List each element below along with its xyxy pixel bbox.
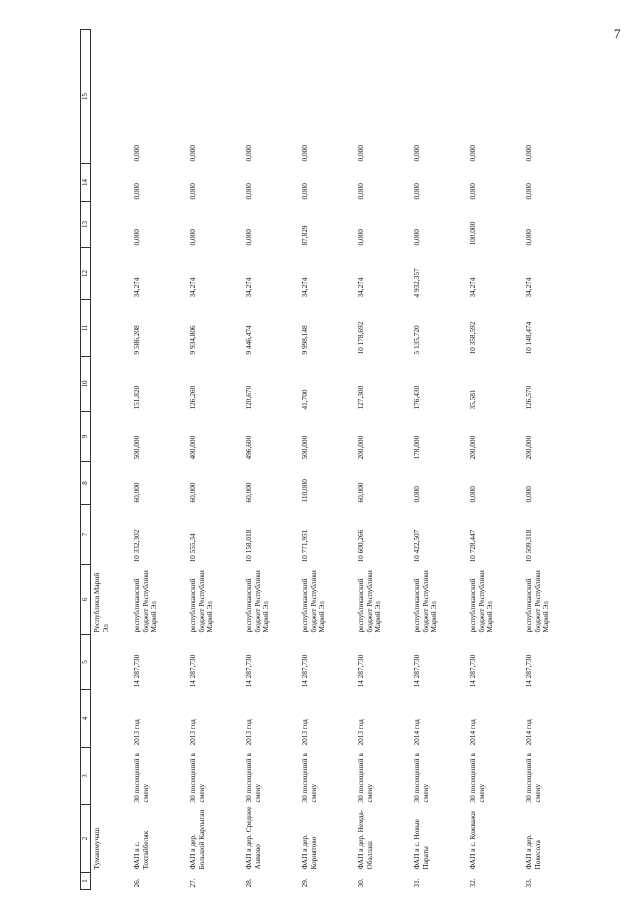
- cell-col14: 0,000: [188, 183, 197, 200]
- cell-capacity: 30 посещений в смену: [244, 753, 262, 803]
- cell-empty: [91, 505, 132, 565]
- cell-col14: 0,000: [412, 183, 421, 200]
- cell-col7: 10 158,018: [244, 529, 253, 563]
- cell-capacity: 30 посещений в смену: [412, 753, 430, 803]
- cell-object: ФАП в с. Тохтайбеляк: [132, 830, 150, 870]
- cell-col7: 10 422,507: [412, 529, 421, 563]
- cell-col11: 9 446,474: [244, 325, 253, 355]
- cell-col13: 100,000: [468, 221, 477, 246]
- cell-col9: 200,000: [356, 435, 365, 460]
- cell-cost: 14 287,730: [356, 654, 365, 688]
- cell-col11: 9 998,148: [300, 325, 309, 355]
- cell-year: 2013 год: [188, 719, 197, 746]
- cell-col15: 0,000: [188, 145, 197, 162]
- cell-col9: 400,000: [188, 435, 197, 460]
- table-row: [355, 30, 411, 890]
- cell-empty: [91, 248, 132, 300]
- cell-capacity: 30 посещений в смену: [132, 753, 150, 803]
- cell-col12: 34,274: [244, 277, 253, 298]
- cell-source: республиканский бюджет Республики Марий Эл: [132, 570, 159, 633]
- cell-capacity: 30 посещений в смену: [188, 753, 206, 803]
- cell-col7: 10 771,951: [300, 529, 309, 563]
- cell-source: республиканский бюджет Республики Марий Эл: [188, 570, 215, 633]
- cell-col8: 60,000: [132, 482, 141, 503]
- cell-number: 28.: [244, 878, 253, 888]
- cell-col10: 41,700: [300, 389, 309, 410]
- cell-col15: 0,000: [132, 145, 141, 162]
- cell-object: ФАП в дер. Повесола: [524, 834, 542, 870]
- cell-object: ФАП в дер. Немда-Обаллаш: [356, 809, 374, 870]
- cell-source: республиканский бюджет Республики Марий Эл: [356, 570, 383, 633]
- cell-col15: 0,000: [244, 145, 253, 162]
- cell-col13: 0,000: [412, 229, 421, 246]
- cell-year: 2013 год: [244, 719, 253, 746]
- cell-col14: 0,000: [356, 183, 365, 200]
- cell-empty: [91, 30, 132, 164]
- cell-col10: 151,820: [132, 385, 141, 410]
- table-row: [467, 30, 523, 890]
- cell-empty: [91, 412, 132, 462]
- cell-cost: 14 287,730: [188, 654, 197, 688]
- cell-col12: 34,274: [468, 277, 477, 298]
- cell-col12: 34,274: [188, 277, 197, 298]
- cell-col7: 10 600,266: [356, 529, 365, 563]
- cell-col10: 176,430: [412, 385, 421, 410]
- cell-col15: 0,000: [468, 145, 477, 162]
- cell-year: 2013 год: [132, 719, 141, 746]
- cell-empty: [91, 748, 132, 805]
- col-header: 11: [81, 300, 91, 357]
- cell-source: республиканский бюджет Республики Марий Эл: [468, 570, 495, 633]
- cell-col10: 35,581: [468, 389, 477, 410]
- cell-col9: 500,000: [132, 435, 141, 460]
- col-header: 4: [81, 690, 91, 748]
- cell-number: 26.: [132, 878, 141, 888]
- cell-object: ФАП в дер. Корнятово: [300, 834, 318, 870]
- cell-source: Республики Марий Эл: [92, 572, 110, 633]
- col-header: 8: [81, 462, 91, 505]
- table-row: [411, 30, 467, 890]
- cell-col11: 9 586,208: [132, 325, 141, 355]
- table-row: [187, 30, 243, 890]
- cell-empty: [91, 873, 132, 890]
- cell-year: 2014 год: [468, 719, 477, 746]
- cell-col10: 126,570: [524, 385, 533, 410]
- cell-col13: 87,829: [300, 225, 309, 246]
- cell-empty: [91, 357, 132, 412]
- rotated-table-wrapper: [80, 30, 590, 890]
- cell-cost: 14 287,730: [300, 654, 309, 688]
- facilities-table: [80, 29, 579, 890]
- cell-source: республиканский бюджет Республики Марий Эл: [412, 570, 439, 633]
- cell-col11: 5 135,720: [412, 325, 421, 355]
- cell-col11: 10 178,692: [356, 321, 365, 355]
- cell-col13: 0,000: [524, 229, 533, 246]
- cell-col7: 10 332,302: [132, 529, 141, 563]
- cell-col14: 0,000: [524, 183, 533, 200]
- cell-object: ФАП в с. Кожважи: [468, 811, 477, 870]
- page-number: 7: [614, 26, 621, 41]
- cell-col15: 0,000: [412, 145, 421, 162]
- cell-col8: 110,000: [300, 479, 309, 503]
- cell-col12: 34,274: [524, 277, 533, 298]
- col-header: 10: [81, 357, 91, 412]
- cell-empty: [91, 300, 132, 357]
- cell-cost: 14 287,730: [468, 654, 477, 688]
- col-header: 5: [81, 635, 91, 690]
- cell-col7: 10 509,318: [524, 529, 533, 563]
- col-header: 14: [81, 164, 91, 202]
- col-header: 6: [81, 565, 91, 635]
- table-row: [243, 30, 299, 890]
- cell-col9: 500,000: [300, 435, 309, 460]
- cell-capacity: 30 посещений в смену: [524, 753, 542, 803]
- cell-year: 2013 год: [300, 719, 309, 746]
- col-header: 15: [81, 30, 91, 164]
- cell-object: ФАП в дер. Большой Карлыган: [188, 809, 206, 870]
- cell-empty: [91, 202, 132, 248]
- col-header: 1: [81, 873, 91, 890]
- cell-capacity: 30 посещений в смену: [468, 753, 486, 803]
- cell-col8: 0,000: [412, 486, 421, 503]
- cell-col11: 10 358,592: [468, 321, 477, 355]
- cell-col11: 9 934,806: [188, 325, 197, 355]
- cell-col9: 200,000: [468, 435, 477, 460]
- cell-col8: 60,000: [188, 482, 197, 503]
- cell-col15: 0,000: [356, 145, 365, 162]
- cell-col10: 127,300: [356, 385, 365, 410]
- cell-col8: 60,000: [244, 482, 253, 503]
- cell-source: республиканский бюджет Республики Марий Эл: [524, 570, 551, 633]
- cell-source: республиканский бюджет Республики Марий Эл: [244, 570, 271, 633]
- cell-capacity: 30 посещений в смену: [300, 753, 318, 803]
- cell-col14: 0,000: [468, 183, 477, 200]
- cell-empty: [91, 690, 132, 748]
- cell-number: 33.: [524, 878, 533, 888]
- cell-col8: 60,000: [356, 482, 365, 503]
- cell-empty: [91, 635, 132, 690]
- cell-empty: [91, 164, 132, 202]
- table-body: [131, 30, 579, 890]
- cell-col13: 0,000: [188, 229, 197, 246]
- table-row: [523, 30, 579, 890]
- cell-col8: 0,000: [524, 486, 533, 503]
- cell-number: 27.: [188, 878, 197, 888]
- col-header: 3: [81, 748, 91, 805]
- cell-object: ФАП в с. Новые Параты: [412, 819, 430, 870]
- header-row: [81, 30, 91, 890]
- cell-empty: [91, 462, 132, 505]
- cell-col12: 34,274: [356, 277, 365, 298]
- cell-col12: 4 932,357: [412, 268, 421, 298]
- cell-cost: 14 287,730: [524, 654, 533, 688]
- cell-col9: 200,000: [524, 435, 533, 460]
- cell-col7: 10 728,447: [468, 529, 477, 563]
- cell-number: 30.: [356, 878, 365, 888]
- cell-col10: 120,670: [244, 385, 253, 410]
- cell-col13: 0,000: [244, 229, 253, 246]
- col-header: 9: [81, 412, 91, 462]
- table-row: [131, 30, 187, 890]
- cell-cost: 14 287,730: [412, 654, 421, 688]
- cell-object: ФАП в дер. Среднее Азяково: [244, 806, 262, 870]
- col-header: 2: [81, 805, 91, 873]
- cell-capacity: 30 посещений в смену: [356, 753, 374, 803]
- cell-col13: 0,000: [132, 229, 141, 246]
- cell-col9: 496,600: [244, 435, 253, 460]
- col-header: 7: [81, 505, 91, 565]
- cell-col12: 34,274: [300, 277, 309, 298]
- cell-col11: 10 148,474: [524, 321, 533, 355]
- cell-col14: 0,000: [244, 183, 253, 200]
- cell-col7: 10 555,34: [188, 533, 197, 563]
- col-header: 12: [81, 248, 91, 300]
- cell-col10: 126,260: [188, 385, 197, 410]
- cell-number: 32.: [468, 878, 477, 888]
- cell-year: 2014 год: [412, 719, 421, 746]
- table-row: [299, 30, 355, 890]
- continuation-row: [91, 30, 132, 890]
- cell-col8: 0,000: [468, 486, 477, 503]
- cell-col12: 34,274: [132, 277, 141, 298]
- cell-cost: 14 287,730: [244, 654, 253, 688]
- cell-col13: 0,000: [356, 229, 365, 246]
- cell-number: 31.: [412, 878, 421, 888]
- cell-year: 2014 год: [524, 719, 533, 746]
- cell-col9: 178,000: [412, 435, 421, 460]
- cell-col15: 0,000: [300, 145, 309, 162]
- col-header: 13: [81, 202, 91, 248]
- cell-year: 2013 год: [356, 719, 365, 746]
- cell-cost: 14 287,730: [132, 654, 141, 688]
- cell-number: 29.: [300, 878, 309, 888]
- cell-col14: 0,000: [132, 183, 141, 200]
- cell-col15: 0,000: [524, 145, 533, 162]
- cell-source: республиканский бюджет Республики Марий Эл: [300, 570, 327, 633]
- cell-col14: 0,000: [300, 183, 309, 200]
- cell-object: Тумаюмучаш: [92, 827, 101, 870]
